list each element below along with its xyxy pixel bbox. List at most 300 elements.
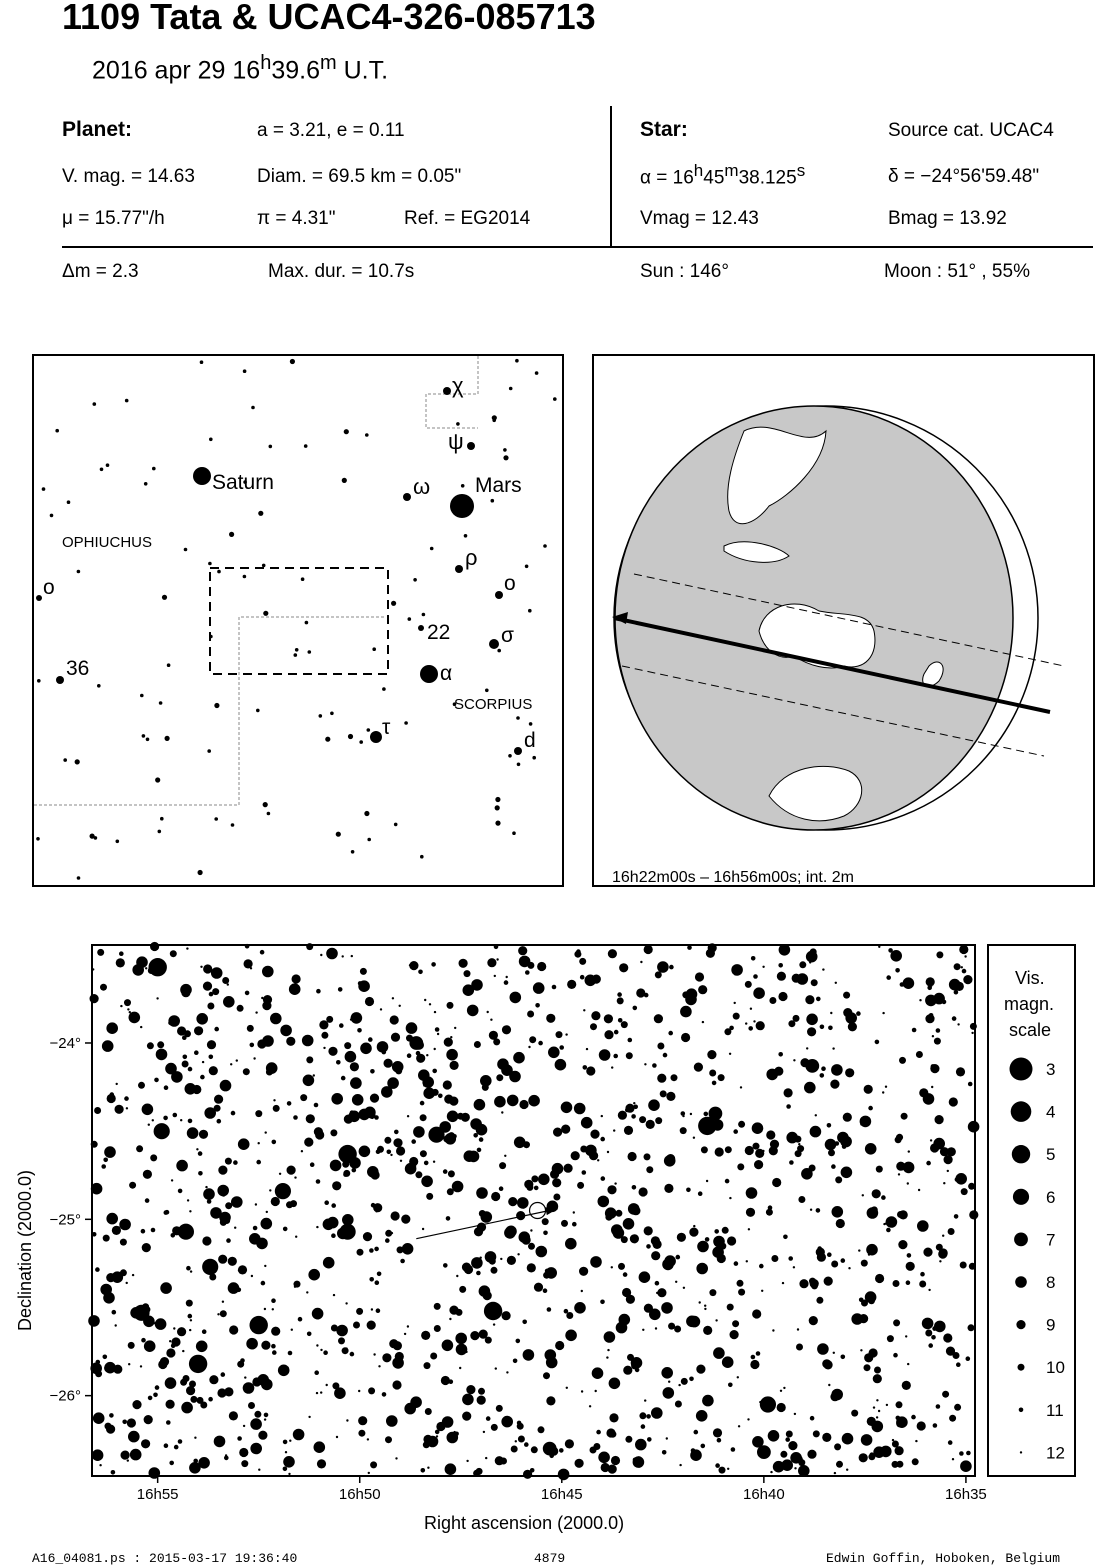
field-star [124, 1096, 129, 1101]
field-star [202, 1061, 204, 1063]
field-star [169, 1340, 171, 1342]
field-star [582, 1170, 587, 1175]
field-star [609, 1431, 616, 1438]
field-star [181, 988, 190, 997]
field-star [92, 1449, 104, 1461]
field-star [518, 1436, 525, 1443]
field-star [256, 1238, 268, 1250]
field-star [936, 1028, 941, 1033]
field-star [407, 1325, 409, 1327]
finder-star [485, 689, 489, 693]
field-star [784, 1088, 793, 1097]
field-star [625, 1108, 630, 1113]
field-star [371, 1117, 373, 1119]
field-star [628, 1203, 640, 1215]
field-star [590, 1130, 599, 1139]
field-star [738, 1425, 740, 1427]
field-star [870, 1452, 875, 1457]
field-star [231, 1327, 236, 1332]
field-star [104, 1146, 116, 1158]
field-star [542, 1218, 549, 1225]
field-star [893, 1280, 900, 1287]
tau-star [370, 731, 382, 743]
field-star [961, 966, 963, 968]
field-star [825, 1139, 837, 1151]
field-star [737, 1280, 744, 1287]
finder-star [503, 455, 508, 460]
field-star [523, 1141, 530, 1148]
field-star [722, 1227, 729, 1234]
field-star [625, 1436, 632, 1443]
field-star [705, 1237, 710, 1242]
field-star [734, 1261, 739, 1266]
finder-star [209, 438, 213, 442]
field-star [200, 966, 202, 968]
field-star [718, 1074, 725, 1081]
field-star [151, 1228, 156, 1233]
field-star [374, 1115, 379, 1120]
field-star [655, 1117, 662, 1124]
magnitude-drop: Δm = 2.3 [62, 261, 139, 282]
field-star [738, 1121, 745, 1128]
field-star [639, 1412, 646, 1419]
field-star [165, 1377, 177, 1389]
field-star [479, 1285, 491, 1297]
legend-dot [1020, 1451, 1022, 1453]
field-star [830, 1392, 839, 1401]
field-star [147, 1042, 154, 1049]
field-star [611, 1266, 613, 1268]
field-star [861, 1260, 868, 1267]
finder-star [422, 613, 426, 617]
finder-star [344, 429, 349, 434]
finder-star [152, 467, 156, 471]
field-star [575, 1459, 584, 1468]
field-star [732, 1320, 739, 1327]
field-star [185, 1083, 197, 1095]
field-star [657, 1074, 666, 1083]
field-star [258, 1469, 260, 1471]
field-star [477, 1396, 486, 1405]
field-star [619, 1314, 631, 1326]
field-star [400, 1160, 402, 1162]
field-star [466, 1385, 475, 1394]
field-star [420, 1101, 425, 1106]
field-star [969, 1210, 978, 1219]
field-star [546, 1396, 555, 1405]
planet-vmag: V. mag. = 14.63 [62, 166, 195, 187]
finder-star [146, 738, 150, 742]
finder-star [93, 402, 97, 406]
field-star [543, 1231, 548, 1236]
field-star [236, 1059, 238, 1061]
field-star [674, 1326, 681, 1333]
field-star [668, 1031, 673, 1036]
d-star [514, 747, 522, 755]
field-star [132, 1400, 141, 1409]
earth-globe-svg [594, 356, 1093, 885]
field-star [243, 1425, 245, 1427]
field-star [824, 1277, 833, 1286]
field-star [186, 947, 188, 949]
field-star [286, 1201, 293, 1208]
mars-dot [450, 494, 474, 518]
field-star [535, 1003, 540, 1008]
field-star [422, 1228, 424, 1230]
finder-star [125, 399, 129, 403]
field-star [907, 1363, 909, 1365]
field-star [828, 1384, 830, 1386]
y-tick-label: −24° [49, 1034, 81, 1052]
field-star [494, 945, 499, 950]
tau-label: τ [382, 716, 391, 739]
field-star [932, 1035, 934, 1037]
field-star [364, 1107, 376, 1119]
field-star [564, 1164, 573, 1173]
field-star [936, 1404, 941, 1409]
field-star [468, 1401, 470, 1403]
field-star [336, 1325, 348, 1337]
field-star [449, 1318, 451, 1320]
field-star [490, 1019, 492, 1021]
field-star [286, 1037, 295, 1046]
field-star [780, 1390, 782, 1392]
rho-star [455, 565, 463, 573]
finder-star [159, 701, 163, 705]
field-star [350, 1062, 359, 1071]
finder-star [491, 499, 495, 503]
field-star [589, 1405, 591, 1407]
legend-label: 8 [1046, 1273, 1056, 1292]
field-star [336, 1436, 338, 1438]
field-star [266, 1211, 268, 1213]
field-star [964, 955, 966, 957]
field-star [128, 1342, 135, 1349]
field-star [119, 951, 124, 956]
field-star [360, 968, 367, 975]
omega-star [403, 493, 411, 501]
bright-star [178, 1224, 194, 1240]
field-star [748, 1228, 750, 1230]
field-star [934, 1321, 946, 1333]
field-star [707, 1050, 716, 1059]
magnitude-legend [987, 944, 1076, 1477]
field-star [704, 1112, 709, 1117]
field-star [390, 1154, 392, 1156]
field-star [841, 1258, 846, 1263]
field-star [832, 1047, 834, 1049]
finder-star [229, 532, 234, 537]
field-star [100, 984, 107, 991]
field-star [822, 1433, 831, 1442]
finder-star [351, 850, 355, 854]
field-star [786, 1104, 791, 1109]
field-star [169, 1461, 174, 1466]
field-star [919, 1281, 926, 1288]
field-star [946, 1347, 955, 1356]
planet-heading: Planet: [62, 118, 133, 141]
field-star [103, 1158, 108, 1163]
field-star [409, 964, 411, 966]
field-star [561, 1220, 568, 1227]
field-star [968, 1324, 975, 1331]
field-star [246, 1338, 258, 1350]
field-star [798, 1196, 805, 1203]
field-star [285, 1451, 287, 1453]
field-star [367, 1321, 376, 1330]
field-star [611, 1066, 613, 1068]
field-star [702, 1021, 704, 1023]
field-star [271, 1197, 280, 1206]
field-star [505, 1226, 517, 1238]
field-star [677, 1233, 686, 1242]
field-star [664, 1184, 673, 1193]
field-star [591, 1011, 600, 1020]
field-star [606, 1356, 608, 1358]
field-star [105, 1423, 112, 1430]
field-star [772, 1329, 774, 1331]
omicron-left-label: o [43, 576, 55, 599]
field-star [827, 1252, 832, 1257]
field-star [491, 1267, 498, 1274]
field-star [483, 1431, 485, 1433]
field-star [345, 1051, 357, 1063]
field-star [527, 962, 534, 969]
field-star [316, 989, 321, 994]
field-star [926, 977, 935, 986]
field-star [842, 1433, 854, 1445]
field-star [559, 1448, 564, 1453]
field-star [543, 1372, 550, 1379]
field-star [111, 1470, 116, 1475]
field-star [713, 1347, 725, 1359]
field-star [681, 1378, 688, 1385]
field-star [762, 966, 764, 968]
field-star [948, 1440, 953, 1445]
field-star [624, 1126, 633, 1135]
field-star [807, 1450, 816, 1459]
field-star [799, 1279, 808, 1288]
field-star [88, 1315, 100, 1327]
finder-star [525, 565, 529, 569]
field-star [432, 1069, 437, 1074]
field-star [636, 988, 645, 997]
field-star [262, 966, 274, 978]
field-star [173, 1113, 178, 1118]
field-star [907, 1253, 912, 1258]
field-star [316, 1344, 318, 1346]
field-star [607, 1151, 609, 1153]
field-star [886, 1404, 888, 1406]
field-star [238, 1138, 250, 1150]
field-star [609, 1413, 618, 1422]
field-star [546, 1014, 555, 1023]
field-star [468, 1151, 480, 1163]
field-star [136, 956, 148, 968]
field-star [607, 1185, 616, 1194]
bright-star [275, 1183, 291, 1199]
field-star [925, 1330, 932, 1337]
field-star [202, 1236, 211, 1245]
field-star [864, 1085, 873, 1094]
field-star [840, 1136, 852, 1148]
field-star [374, 1247, 379, 1252]
field-star [196, 1013, 208, 1025]
field-star [689, 1228, 698, 1237]
field-star [543, 1272, 550, 1279]
field-star [295, 1236, 297, 1238]
field-star [304, 1138, 313, 1147]
field-star [330, 1160, 342, 1172]
field-star [786, 1431, 793, 1438]
field-star [830, 1012, 832, 1014]
field-star [504, 980, 509, 985]
field-star [369, 1277, 374, 1282]
field-star [220, 1080, 232, 1092]
field-star [283, 1227, 288, 1232]
field-star [663, 1053, 668, 1058]
field-star [648, 1099, 660, 1111]
field-star [930, 985, 932, 987]
field-star [280, 1025, 292, 1037]
field-star [701, 1444, 706, 1449]
field-star [686, 1316, 698, 1328]
field-star [644, 1153, 651, 1160]
star-36 [56, 676, 64, 684]
star-ra-hour-unit: h [693, 161, 704, 180]
field-star [810, 1126, 822, 1138]
field-star [859, 1314, 868, 1323]
field-star [129, 1012, 141, 1024]
field-star [250, 1443, 262, 1455]
bright-star [340, 1224, 356, 1240]
field-star [848, 1267, 850, 1269]
field-star [752, 1309, 761, 1318]
field-star [331, 1203, 336, 1208]
field-star [476, 1468, 483, 1475]
field-star [331, 1093, 343, 1105]
field-star [438, 1094, 443, 1099]
field-star [813, 1430, 820, 1437]
field-star [911, 1415, 916, 1420]
field-star [928, 1289, 930, 1291]
field-star [229, 1411, 238, 1420]
field-star [564, 1309, 569, 1314]
field-star [270, 1013, 282, 1025]
field-star [920, 1272, 925, 1277]
field-star [389, 1339, 398, 1348]
field-star [783, 1387, 785, 1389]
field-star [527, 1263, 536, 1272]
field-star [376, 1308, 381, 1313]
field-star [336, 1060, 341, 1065]
field-star [464, 1265, 473, 1274]
field-star [435, 1027, 440, 1032]
finder-star [75, 759, 80, 764]
constellation-boundary-lower [34, 617, 384, 805]
finder-star [37, 679, 41, 683]
field-star [552, 985, 557, 990]
finder-star [116, 840, 120, 844]
finder-star [263, 802, 268, 807]
legend-dot [1016, 1320, 1025, 1329]
field-star [395, 1457, 397, 1459]
field-star [456, 1275, 458, 1277]
field-star [841, 1355, 846, 1360]
field-star [862, 1194, 864, 1196]
field-star [142, 1243, 151, 1252]
field-star [621, 1021, 628, 1028]
finder-star [207, 749, 211, 753]
star-ra-minutes: 45 [703, 167, 725, 189]
field-star [491, 1192, 500, 1201]
field-star [121, 1451, 130, 1460]
field-star [183, 1055, 188, 1060]
bright-star [409, 1036, 423, 1050]
field-star [740, 1086, 742, 1088]
field-star [94, 1107, 101, 1114]
field-star [174, 1445, 179, 1450]
field-star [635, 1439, 647, 1451]
field-star [727, 1236, 736, 1245]
finder-star [408, 617, 412, 621]
field-star [254, 1411, 261, 1418]
field-star [402, 1243, 414, 1255]
finder-star [325, 737, 330, 742]
star-source-catalog: Source cat. UCAC4 [888, 120, 1054, 141]
field-star [626, 1052, 633, 1059]
legend-label: 9 [1046, 1315, 1056, 1335]
field-star [915, 1440, 917, 1442]
field-star [876, 1166, 883, 1173]
field-star [678, 1384, 680, 1386]
field-star [415, 1171, 422, 1178]
field-star [693, 1137, 695, 1139]
field-star [129, 1011, 131, 1013]
field-star [444, 1095, 453, 1104]
field-star [651, 1236, 660, 1245]
finder-star [372, 647, 376, 651]
field-star [580, 1146, 587, 1153]
field-star [394, 1130, 399, 1135]
field-star [805, 995, 814, 1004]
field-star [427, 1436, 439, 1448]
event-minute-unit: m [320, 52, 337, 74]
field-star [797, 1328, 799, 1330]
field-star [127, 1418, 136, 1427]
field-star [323, 1350, 328, 1355]
field-star [486, 1416, 491, 1421]
field-star [737, 1163, 744, 1170]
field-star [164, 1210, 169, 1215]
field-star [931, 1064, 936, 1069]
field-star [513, 1359, 518, 1364]
field-star [264, 1413, 269, 1418]
footer-file-info: A16_04081.ps : 2015-03-17 19:36:40 [32, 1551, 298, 1566]
field-star [367, 1438, 369, 1440]
star-ra-seconds: 38.125 [738, 167, 797, 189]
field-star [186, 1300, 193, 1307]
field-star [845, 1012, 857, 1024]
field-star [918, 1189, 920, 1191]
field-star [956, 1362, 961, 1367]
finder-star [267, 812, 271, 816]
field-star [346, 1419, 348, 1421]
field-star [601, 1115, 603, 1117]
finder-star [208, 562, 212, 566]
field-star [856, 1011, 861, 1016]
target-star-marker [530, 1203, 546, 1219]
